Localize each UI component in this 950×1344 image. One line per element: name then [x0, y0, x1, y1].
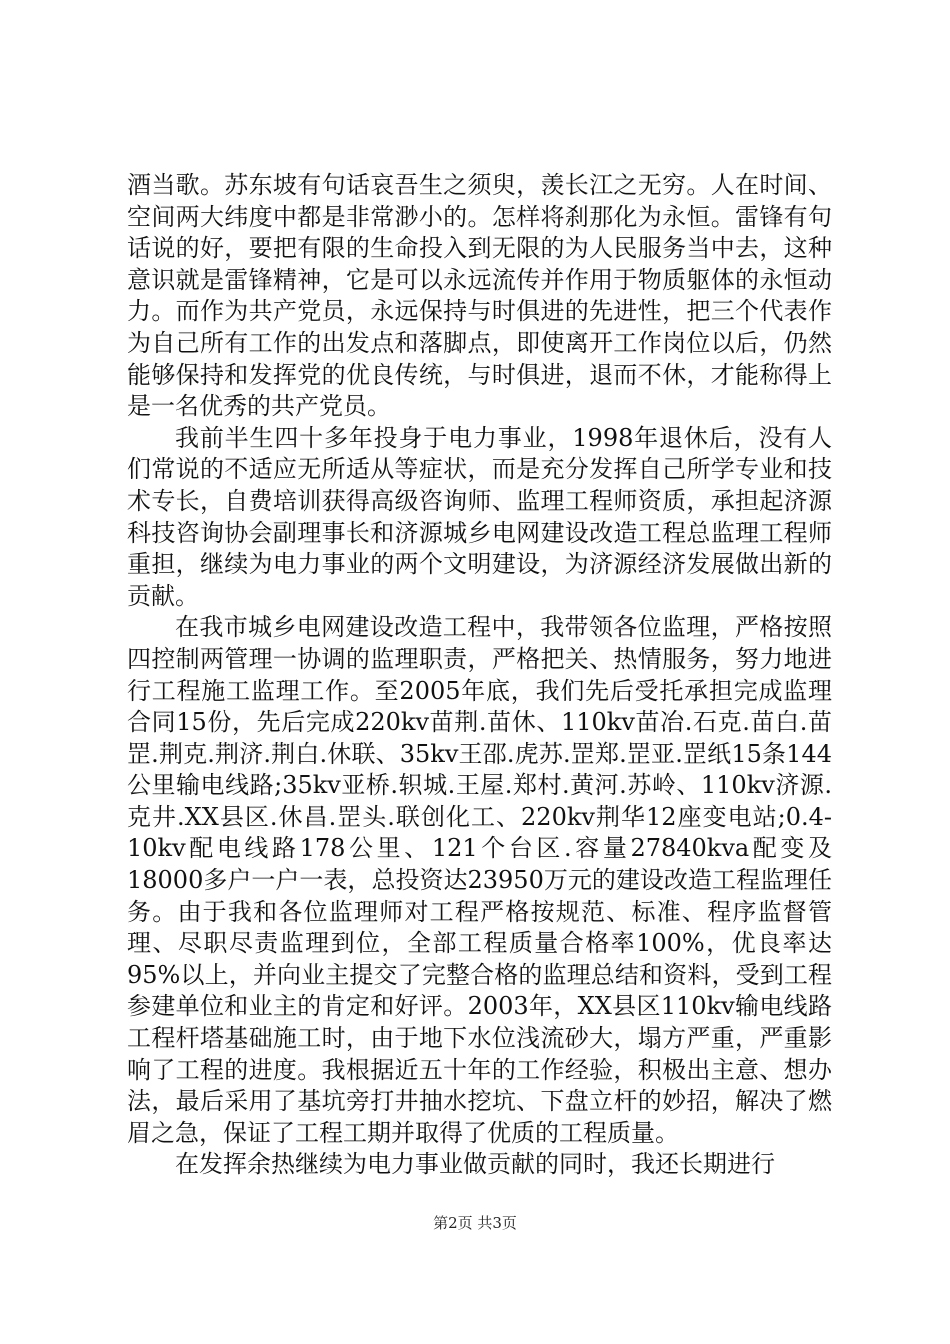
document-body — [127, 170, 832, 1181]
paragraph-3: 在我市城乡电网建设改造工程中，我带领各位监理，严格按照四控制两管理一协调的监理职责，严格把关、热情服务，努力地进行工程施工监理工作。至2005年底，我们先后受托承担完成监理合同15份，先后完成220kv苗荆.苗休、110kv苗冶.石克.苗白.苗罡.荆克.荆济.荆白.休联、35kv王邵.虎苏.罡郑.罡亚.罡纸15条144公里输电线路;35kv亚桥.轵城.王屋.郑村.黄河.苏岭、110kv济源.克井.XX县区.休昌.罡头.联创化工、220kv荆华12座变电站;0.4-10kv配电线路178公里、121个台区.容量27840kva配变及18000多户一户一表，总投资达23950万元的建设改造工程监理任务。由于我和各位监理师对工程严格按规范、标准、程序监督管理、尽职尽责监理到位，全部工程质量合格率100%，优良率达95%以上，并向业主提交了完整合格的监理总结和资料，受到工程参建单位和业主的肯定和好评。2003年，XX县区110kv输电线路工程杆塔基础施工时，由于地下水位浅流砂大，塌方严重，严重影响了工程的进度。我根据近五十年的工作经验，积极出主意、想办法，最后采用了基坑旁打井抽水挖坑、下盘立杆的妙招，解决了燃眉之急，保证了工程工期并取得了优质的工程质量。 — [127, 613, 832, 1147]
paragraph-2: 我前半生四十多年投身于电力事业，1998年退休后，没有人们常说的不适应无所适从等症状，而是充分发挥自己所学专业和技术专长，自费培训获得高级咨询师、监理工程师资质，承担起济源科技咨询协会副理事长和济源城乡电网建设改造工程总监理工程师重担，继续为电力事业的两个文明建设，为济源经济发展做出新的贡献。 — [127, 423, 832, 610]
paragraph-4: 在发挥余热继续为电力事业做贡献的同时，我还长期进行 — [175, 1150, 775, 1179]
paragraph-1: 酒当歌。苏东坡有句话哀吾生之须臾，羡长江之无穷。人在时间、空间两大纬度中都是非常渺小的。怎样将刹那化为永恒。雷锋有句话说的好，要把有限的生命投入到无限的为人民服务当中去，这种意识就是雷锋精神，它是可以永远流传并作用于物质躯体的永恒动力。而作为共产党员，永远保持与时俱进的先进性，把三个代表作为自己所有工作的出发点和落脚点，即使离开工作岗位以后，仍然能够保持和发挥党的优良传统，与时俱进，退而不休，才能称得上是一名优秀的共产党员。 — [127, 171, 832, 421]
page-number-footer: 第2页 共3页 — [433, 1214, 517, 1232]
